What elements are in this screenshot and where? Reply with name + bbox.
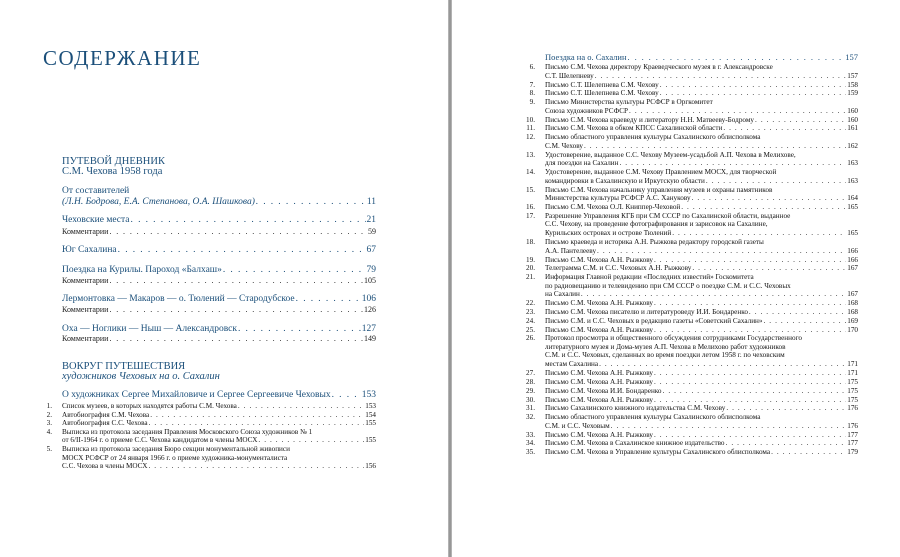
toc-entry: [519, 431, 858, 440]
toc-title: Оха — Ноглики — Ныш — Александровск: [62, 324, 237, 334]
toc-south-sakhalin: [62, 245, 376, 255]
entry-number: 28.: [526, 378, 535, 386]
page-number: 171: [847, 369, 858, 378]
entry-number: 6.: [529, 63, 535, 71]
toc-title: Комментарии: [62, 276, 109, 285]
entry-text: Письмо С.Т. Шелепнева С.М. Чехову: [545, 89, 659, 98]
entry-text: Письмо С.М. Чехова А.Н. Рыжкову: [545, 430, 654, 439]
entry-text: С.С. Чехову, на проведение фотографирования и зарисовок на Сахалине,: [545, 220, 768, 229]
entry-number: 3.: [46, 419, 52, 428]
toc-entry: [519, 404, 858, 413]
entry-text: Список музеев, в которых находятся работы С.М. Чехова: [62, 402, 237, 410]
toc-entry: [519, 212, 858, 238]
entry-text: Курильских островах и острове Тюлений: [545, 228, 672, 237]
entry-text: Письмо краеведа и историка А.Н. Рыжкова редактору городской газеты: [545, 238, 764, 246]
toc-kurils: [62, 265, 376, 275]
entry-number: 10.: [526, 115, 535, 124]
compilers-names: (Л.Н. Бодрова, Е.А. Степанова, О.А. Шашкова): [62, 197, 255, 207]
page-number: 162: [847, 141, 858, 150]
entry-number: 13.: [526, 150, 535, 159]
entry-number: 19.: [526, 255, 535, 264]
toc-entry: [519, 124, 858, 133]
toc-okha: [62, 324, 376, 334]
entry-number: 15.: [526, 185, 535, 194]
entry-text: Письмо областного управления культуры Сахалинского облисполкома: [545, 133, 761, 141]
page-number: 160: [847, 115, 858, 124]
toc-entry: [519, 369, 858, 378]
entry-number: 9.: [529, 98, 535, 106]
entry-text: С.М. и С.С. Чеховых, сделанных во время поездки летом 1958 г. по чеховским: [545, 351, 785, 360]
toc-entry: [519, 264, 858, 273]
page-number: 11: [366, 197, 376, 207]
page-number: 21: [366, 215, 376, 225]
page-number: 165: [847, 203, 858, 211]
entry-text: для поездки на Сахалин: [545, 159, 619, 168]
section2-title: ВОКРУГ ПУТЕШЕСТВИЯ: [62, 361, 186, 372]
entry-text: на Сахалин: [545, 290, 580, 299]
entry-number: 24.: [526, 316, 535, 325]
entry-text: Письмо областного управления культуры Сахалинского облисполкома: [545, 413, 761, 421]
page-number: 176: [847, 421, 858, 430]
toc-entry: [519, 98, 858, 116]
page-number: 177: [847, 430, 858, 439]
entry-number: 31.: [526, 404, 535, 413]
page-number: 165: [847, 228, 858, 237]
toc-entry: [36, 445, 376, 471]
page-number: 164: [847, 194, 858, 203]
right-page: [452, 0, 900, 557]
page-number: 155: [365, 436, 376, 445]
entry-text: МОСХ РСФСР от 24 января 1966 г. о приеме художника-монументалиста: [62, 453, 288, 462]
page-number: 175: [847, 386, 858, 395]
entry-text: Письмо С.М. Чехова директору Краеведческого музея в г. Александровске: [545, 63, 773, 71]
toc-trip-sakhalin: [545, 52, 858, 62]
toc-title: Комментарии: [62, 334, 109, 343]
entry-text: Письмо С.Т. Шелепнева С.М. Чехову: [545, 80, 659, 89]
entry-number: 26.: [526, 334, 535, 343]
page-number: 160: [847, 106, 858, 115]
entry-number: 20.: [526, 264, 535, 273]
entry-number: 34.: [526, 439, 535, 448]
entry-text: от 6/II-1964 г. о приеме С.С. Чехова кандидатом в члены МОСХ: [62, 436, 258, 445]
entry-text: Письмо С.М. Чехова А.Н. Рыжкову: [545, 325, 654, 334]
entry-number: 25.: [526, 325, 535, 334]
toc-comments: [62, 276, 376, 285]
page-number: 157: [847, 71, 858, 80]
entry-text: Письмо С.М. Чехова А.Н. Рыжкову: [545, 395, 654, 404]
section1-subtitle: С.М. Чехова 1958 года: [62, 166, 163, 177]
toc-entry: [519, 238, 858, 256]
toc-entry: [36, 419, 376, 428]
entry-text: Письмо С.М. Чехова А.Н. Рыжкову: [545, 299, 654, 308]
entry-number: 32.: [526, 413, 535, 421]
entry-text: Выписка из протокола заседания Бюро секции монументальной живописи: [62, 445, 290, 453]
left-page: [0, 0, 448, 557]
page-number: 161: [847, 124, 858, 133]
toc-entry: [519, 396, 858, 405]
toc-title: Лермонтовка — Макаров — о. Тюлений — Стародубское: [62, 294, 295, 304]
page-number: 59: [368, 227, 376, 236]
page-number: 177: [847, 439, 858, 448]
page-number: 156: [365, 462, 376, 471]
entry-text: Письмо С.М. и С.С. Чеховых в редакцию газеты «Советский Сахалин»: [545, 316, 763, 325]
toc-comments: [62, 305, 376, 314]
page-number: 79: [366, 265, 376, 275]
entry-text: Протокол просмотра и общественного обсуждения сотрудниками Государственного: [545, 334, 802, 343]
page-number: 175: [847, 378, 858, 386]
toc-entry: [519, 326, 858, 335]
entry-text: С.М. и С.С. Чеховым: [545, 421, 610, 430]
toc-entry: [519, 256, 858, 265]
toc-entry: [519, 63, 858, 81]
toc-entry: [36, 402, 376, 411]
entry-number: 11.: [526, 124, 535, 133]
page-number: 106: [361, 294, 376, 304]
page-number: 159: [847, 89, 858, 98]
entry-text: Письмо С.М. Чехова начальнику управления музеев и охраны памятников: [545, 185, 773, 194]
entry-text: Письмо С.М. Чехова А.Н. Рыжкову: [545, 369, 654, 378]
entry-number: 16.: [526, 203, 535, 211]
page-number: 157: [845, 52, 858, 62]
from-compilers: От составителей: [62, 186, 130, 196]
entry-text: Автобиография С.С. Чехова: [62, 419, 148, 428]
toc-entry: [519, 273, 858, 299]
entry-number: 14.: [526, 168, 535, 176]
toc-entry: [519, 299, 858, 308]
toc-entry: [36, 428, 376, 445]
entry-text: Информация Главной редакции «Последних известий» Госкомитета: [545, 273, 754, 281]
toc-entry: [519, 116, 858, 125]
entry-text: Союза художников РСФСР: [545, 106, 629, 115]
toc-title: Комментарии: [62, 227, 109, 236]
entry-text: Письмо С.М. Чехова А.Н. Рыжкову: [545, 378, 654, 386]
entry-text: Разрешение Управления КГБ при СМ СССР по Сахалинской области, выданное: [545, 211, 791, 220]
page-number: 166: [847, 255, 858, 264]
page-number: 175: [847, 395, 858, 404]
page-number: 105: [364, 276, 376, 285]
toc-about-artists: [62, 390, 376, 400]
toc-comments: [62, 334, 376, 343]
page-number: 170: [847, 325, 858, 334]
entry-number: 12.: [526, 133, 535, 141]
entry-text: местам Сахалина: [545, 360, 599, 369]
page-number: 167: [847, 264, 858, 273]
toc-title: Поездка на Курилы. Пароход «Балхаш»: [62, 265, 222, 275]
page-number: 153: [365, 402, 376, 410]
page-number: 171: [847, 360, 858, 369]
entry-number: 2.: [46, 410, 52, 419]
toc-entry: [519, 308, 858, 317]
page-number: 168: [847, 308, 858, 316]
page-number: 127: [361, 324, 376, 334]
toc-compilers: [62, 197, 376, 207]
toc-entry: [519, 439, 858, 448]
toc-title: Комментарии: [62, 305, 109, 314]
entry-text: С.Т. Шелепневу: [545, 71, 594, 80]
toc-entry: [519, 203, 858, 212]
page-heading: СОДЕРЖАНИЕ: [43, 46, 202, 70]
entry-number: 4.: [46, 427, 52, 436]
entry-text: Выписка из протокола заседания Правления Московского Союза художников № 1: [62, 427, 313, 436]
toc-entry: [519, 168, 858, 186]
entry-number: 33.: [526, 430, 535, 439]
entry-text: Письмо Министерства культуры РСФСР в Оргкомитет: [545, 98, 713, 106]
page-number: 168: [847, 299, 858, 308]
entry-text: Автобиография С.М. Чехова: [62, 410, 150, 419]
entry-text: литературного музея и Дома-музея А.П. Чехова в Мелихово работ художников: [545, 342, 786, 351]
toc-title: Поездка на о. Сахалин: [545, 52, 627, 62]
page-number: 149: [364, 334, 376, 343]
entry-number: 21.: [526, 273, 535, 281]
entry-text: Письмо С.М. Чехова в Управление культуры Сахалинского облисполкома: [545, 448, 771, 456]
entry-number: 18.: [526, 238, 535, 246]
entry-text: Письмо С.М. Чехова в Сахалинское книжное издательство: [545, 439, 725, 448]
entry-number: 22.: [526, 299, 535, 308]
toc-entry: [519, 317, 858, 326]
page-number: 179: [847, 448, 858, 456]
toc-entry: [519, 378, 858, 387]
page-number: 154: [365, 410, 376, 419]
entry-number: 30.: [526, 395, 535, 404]
page-number: 155: [365, 419, 376, 428]
entry-text: Письмо Сахалинского книжного издательства С.М. Чехову: [545, 404, 726, 413]
entry-number: 35.: [526, 448, 535, 456]
section2-subtitle: художников Чеховых на о. Сахалин: [62, 371, 220, 382]
entry-text: Письмо С.М. Чехова в обком КПСС Сахалинской области: [545, 124, 723, 133]
toc-title: Юг Сахалина: [62, 245, 117, 255]
page-number: 176: [847, 404, 858, 413]
toc-entry: [519, 186, 858, 204]
entry-text: по радиовещанию и телевидению при СМ СССР о поездке С.М. и С.С. Чеховых: [545, 281, 791, 290]
entry-text: А.А. Пантелееву: [545, 246, 597, 255]
toc-entry: [519, 387, 858, 396]
entry-text: Министерства культуры РСФСР А.С. Ханукову: [545, 194, 691, 203]
entry-text: Письмо С.М. Чехова И.И. Бондаренко: [545, 386, 662, 395]
entry-number: 8.: [529, 89, 535, 98]
toc-title: О художниках Сергее Михайловиче и Сергее Сергеевиче Чеховых: [62, 390, 331, 400]
entry-text: Письмо С.М. Чехова писателю и литературоведу И.И. Бондаренко: [545, 308, 748, 316]
entry-text: Письмо С.М. Чехова А.Н. Рыжкову: [545, 255, 654, 264]
toc-title: Чеховские места: [62, 215, 130, 225]
toc-entry: [519, 81, 858, 90]
entry-text: С.М. Чехову: [545, 141, 583, 150]
entry-text: Телеграмма С.М. и С.С. Чеховых А.Н. Рыжкову: [545, 264, 692, 273]
page-number: 166: [847, 246, 858, 255]
page-number: 126: [364, 305, 376, 314]
entry-number: 27.: [526, 369, 535, 378]
entry-number: 1.: [46, 402, 52, 410]
page-number: 67: [366, 245, 376, 255]
toc-entry: [36, 411, 376, 420]
entry-number: 29.: [526, 386, 535, 395]
page-number: 167: [847, 290, 858, 299]
toc-lermontovka: [62, 294, 376, 304]
toc-entry: [519, 133, 858, 151]
entry-number: 23.: [526, 308, 535, 316]
toc-chekhov-places: [62, 215, 376, 225]
section1-title: ПУТЕВОЙ ДНЕВНИК: [62, 156, 165, 167]
entry-text: командировки в Сахалинскую и Иркутскую области: [545, 176, 705, 185]
entry-number: 7.: [529, 80, 535, 89]
entry-text: Письмо С.М. Чехова краеведу и литератору Н.Н. Матвееву-Бодрому: [545, 115, 755, 124]
entry-text: Удостоверение, выданное С.С. Чехову Музеем-усадьбой А.П. Чехова в Мелихове,: [545, 150, 796, 159]
entry-number: 5.: [46, 445, 52, 453]
entry-text: С.С. Чехова в члены МОСХ: [62, 462, 148, 471]
toc-entry: [519, 151, 858, 169]
entry-text: Письмо С.М. Чехова О.Л. Книппер-Чеховой: [545, 203, 681, 211]
toc-comments: [62, 227, 376, 236]
entry-text: Удостоверение, выданное С.М. Чехову Правлением МОСХ, для творческой: [545, 168, 777, 176]
page-number: 158: [847, 80, 858, 89]
entry-number: 17.: [526, 211, 535, 220]
toc-entry: [519, 89, 858, 98]
page-number: 163: [847, 159, 858, 168]
page-number: 153: [361, 390, 376, 400]
page-number: 163: [847, 176, 858, 185]
toc-entry: [519, 448, 858, 457]
toc-entry: [519, 334, 858, 369]
toc-entry: [519, 413, 858, 431]
page-number: 169: [847, 316, 858, 325]
